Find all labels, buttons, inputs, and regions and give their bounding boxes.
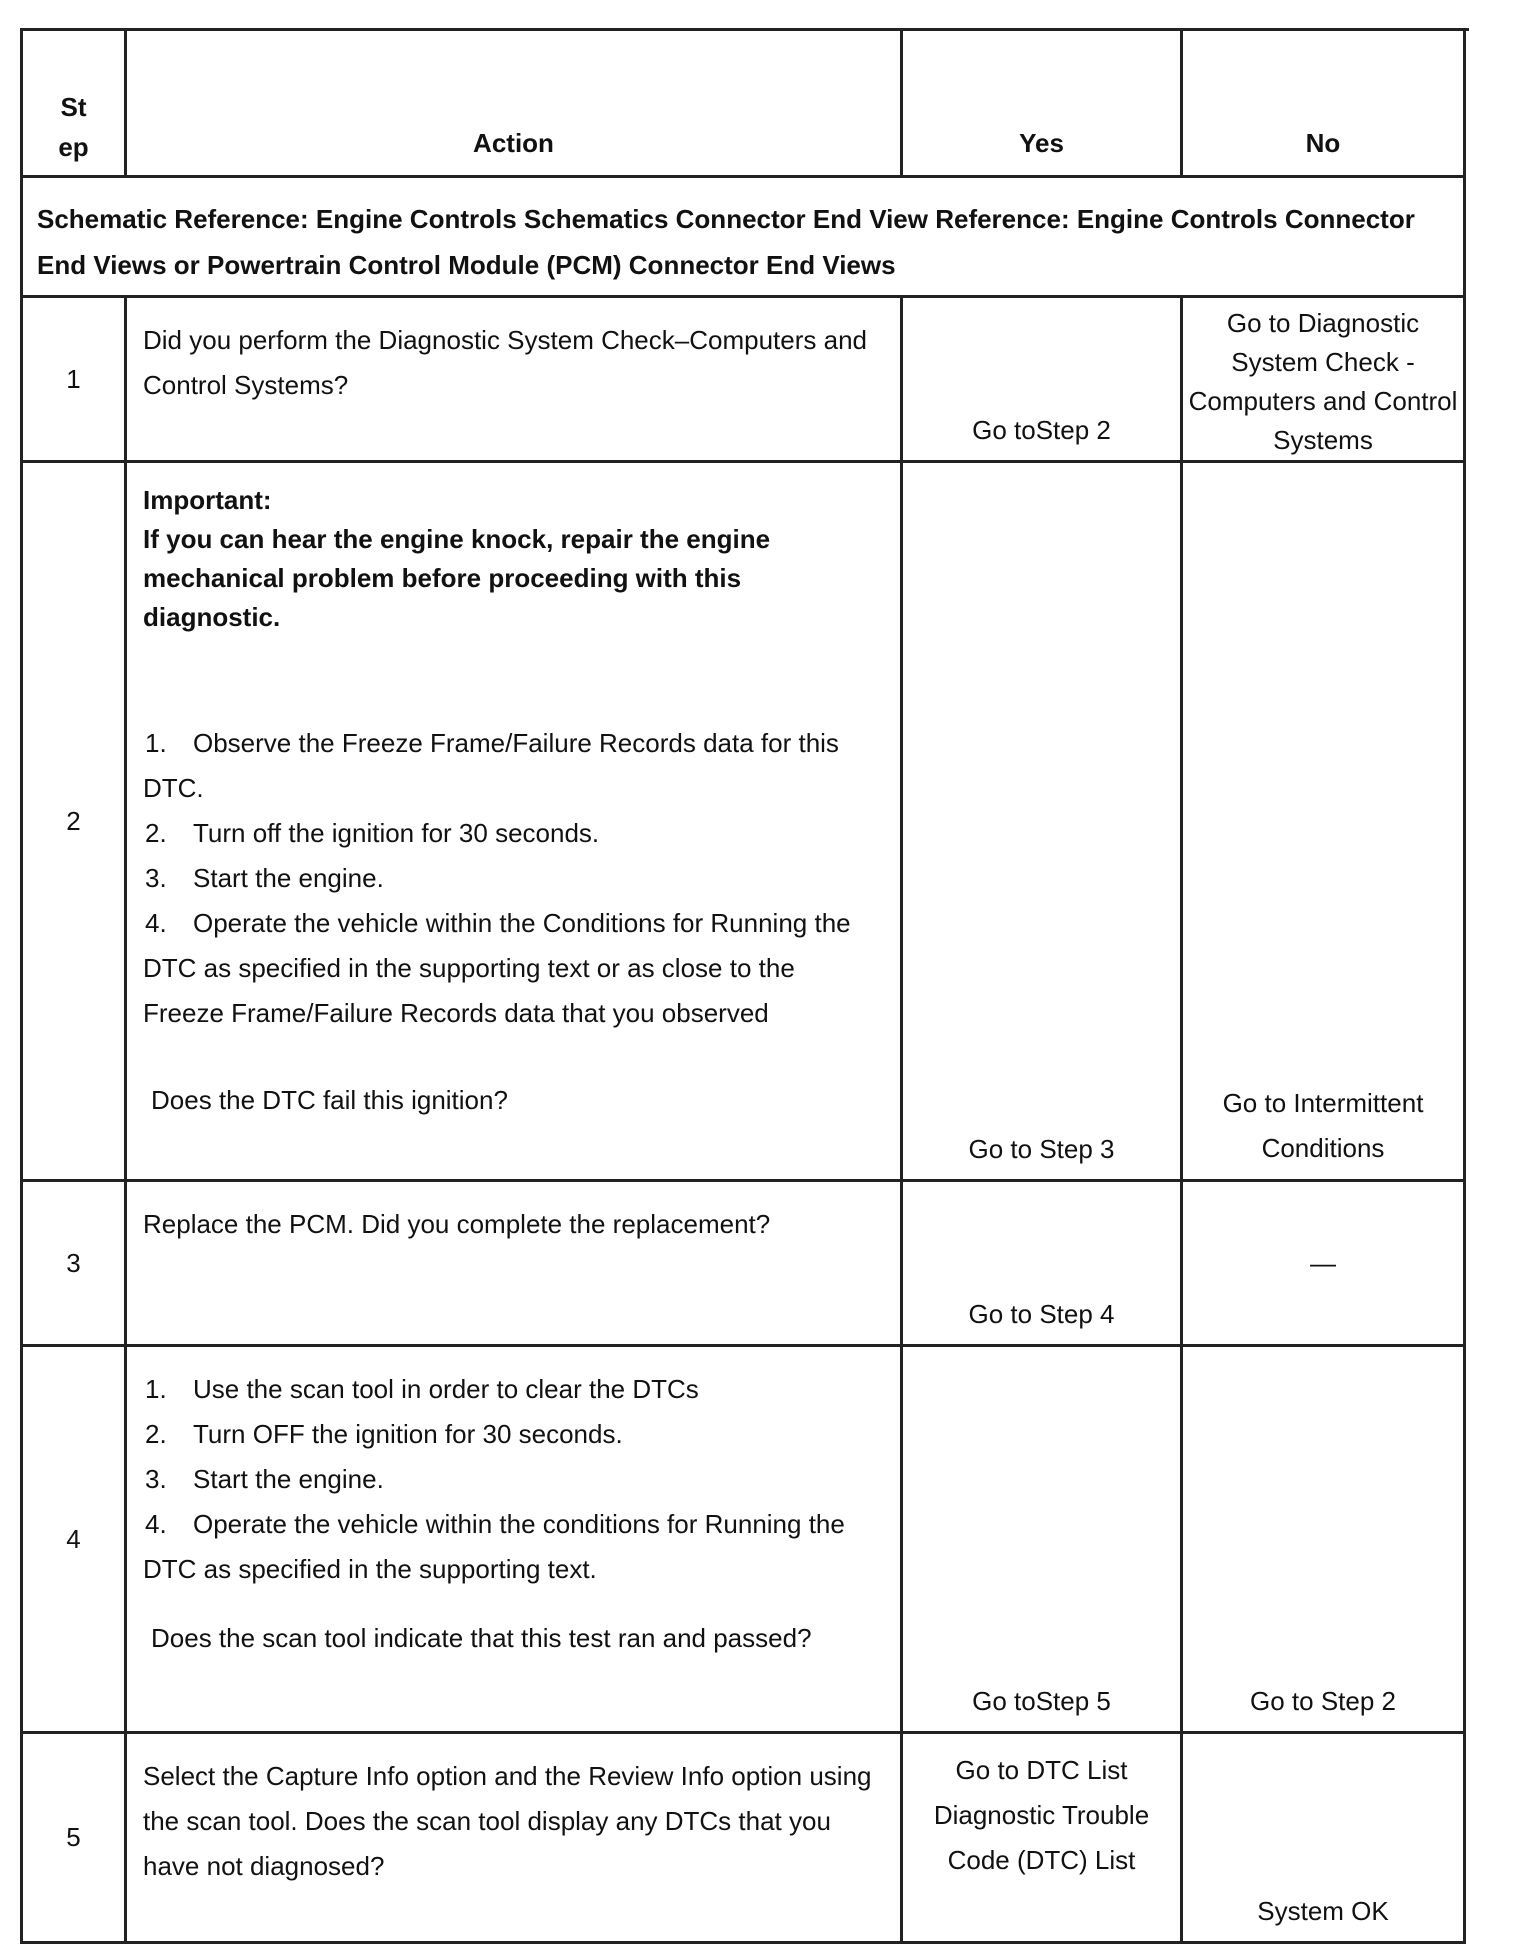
yes-result: Go toStep 5 [903,1347,1183,1734]
header-action [127,31,903,178]
header-no [1183,31,1466,178]
header-step-line1: St [60,92,87,122]
no-result: Go to Diagnostic System Check - Computers and Control Systems [1183,298,1466,463]
list-item: 2. Turn OFF the ignition for 30 seconds. [145,1419,623,1449]
no-result: — [1183,1182,1466,1347]
table-row [23,1734,1469,1944]
no-result: Go to Intermittent Conditions [1183,463,1466,1182]
list-item: 1. Observe the Freeze Frame/Failure Records data for this DTC. [143,728,839,803]
action-text [127,1347,903,1734]
list-item: 4. Operate the vehicle within the conditions for Running the DTC as specified in the supporting text. [143,1509,845,1584]
list-item: 1. Use the scan tool in order to clear the DTCs [145,1374,699,1404]
step-number: 1 [23,298,127,463]
header-step [23,31,127,178]
diagnostic-table [20,28,1469,1944]
yes-result: Go to DTC List Diagnostic Trouble Code (DTC) List [903,1734,1183,1944]
header-row [23,31,1469,178]
question-text: Does the scan tool indicate that this test ran and passed? [151,1623,812,1653]
header-no-label: No [1305,128,1341,158]
list-item: 4. Operate the vehicle within the Conditions for Running the DTC as specified in the supporting text or as close to the Freeze Frame/Failure Records data that you observed [143,908,851,1028]
table-row [23,298,1469,463]
header-action-label: Action [473,128,554,158]
step-number: 3 [23,1182,127,1347]
header-yes [903,31,1183,178]
no-result: Go to Step 2 [1183,1347,1466,1734]
question-text: Does the DTC fail this ignition? [151,1085,508,1115]
table-row [23,1182,1469,1347]
important-text: If you can hear the engine knock, repair the engine mechanical problem before proceeding with this diagnostic. [143,524,771,632]
step-number: 2 [23,463,127,1182]
action-text: Select the Capture Info option and the Review Info option using the scan tool. Does the scan tool display any DTCs that you have not diagnosed? [127,1734,903,1944]
yes-result: Go to Step 4 [903,1182,1183,1347]
list-item: 3. Start the engine. [145,863,384,893]
schematic-reference: Schematic Reference: Engine Controls Schematics Connector End View Reference: Engine Controls Connector End Views or Powertrain Control Module (PCM) Connector End Views [23,178,1466,298]
table-row [23,1347,1469,1734]
table-row [23,463,1469,1182]
action-text: Did you perform the Diagnostic System Check–Computers and Control Systems? [127,298,903,463]
important-title: Important: [143,485,272,515]
yes-result: Go to Step 3 [903,463,1183,1182]
list-item: 2. Turn off the ignition for 30 seconds. [145,818,600,848]
action-text [127,463,903,1182]
no-result: System OK [1183,1734,1466,1944]
list-item: 3. Start the engine. [145,1464,384,1494]
action-text: Replace the PCM. Did you complete the replacement? [127,1182,903,1347]
header-yes-label: Yes [1019,128,1064,158]
step-number: 4 [23,1347,127,1734]
reference-row [23,178,1469,298]
step-number: 5 [23,1734,127,1944]
yes-result: Go toStep 2 [903,298,1183,463]
header-step-line2: ep [58,132,89,162]
